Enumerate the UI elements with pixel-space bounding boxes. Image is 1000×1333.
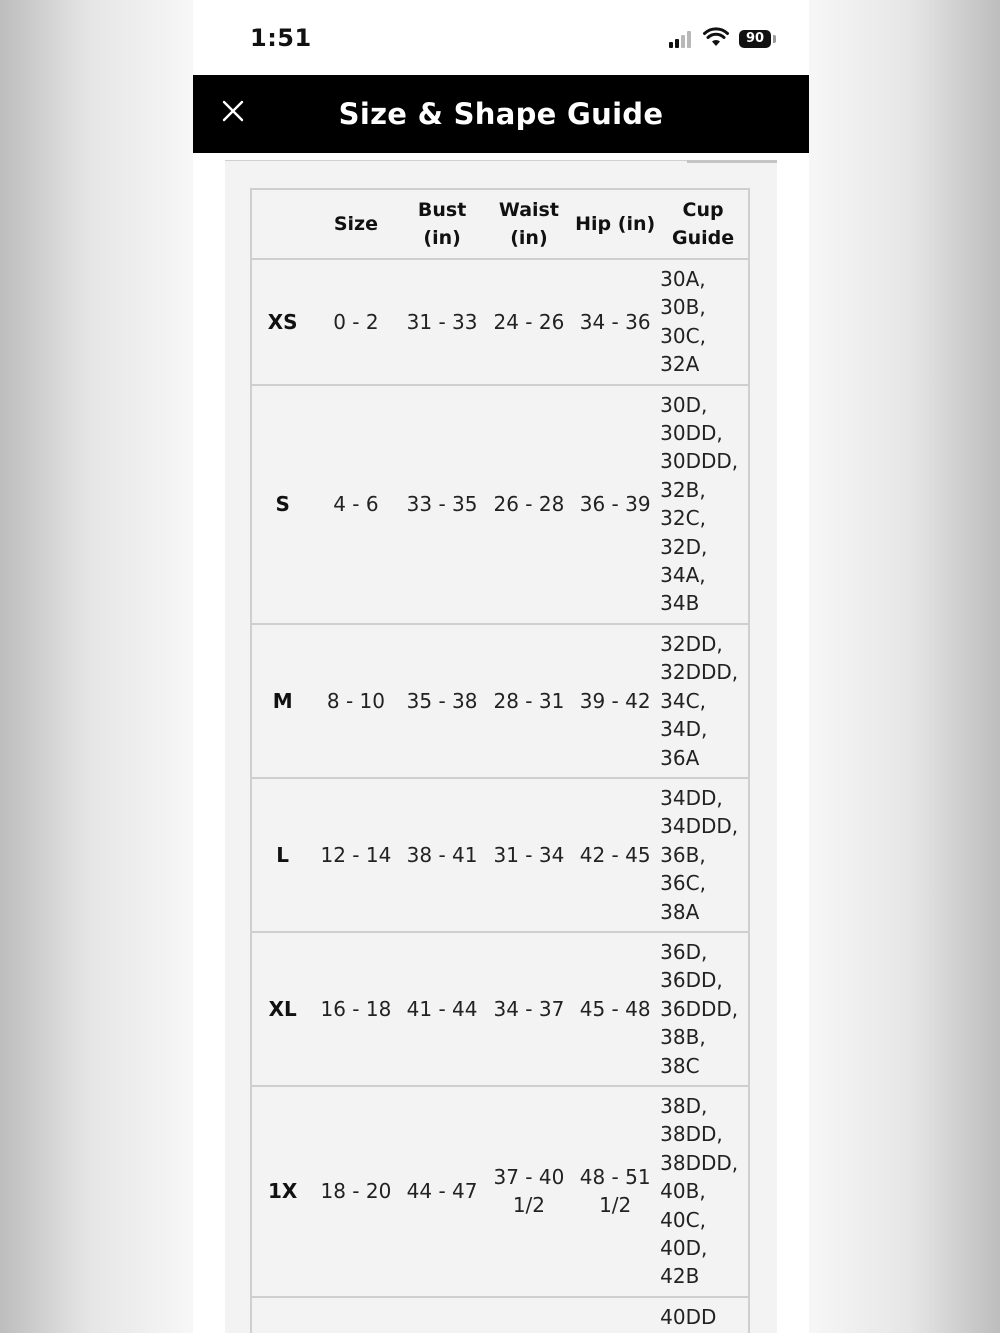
bust-cell: 35 - 38 [399,624,486,778]
waist-cell: 24 - 26 [486,259,572,385]
cup-size-item: 36D, [660,939,708,964]
column-header-size: Size [313,189,398,259]
waist-cell: 26 - 28 [486,385,572,624]
cup-size-item: 30B, [660,295,706,320]
cup-size-item: 38B, [660,1025,706,1050]
cup-size-item: 34B [660,591,700,616]
cup-size-item: 32DDD, [660,660,739,685]
cup-size-item: 32A [660,352,700,377]
cup-size-item: 36C, [660,871,706,896]
cellular-signal-icon [669,30,695,48]
size-label-cell: L [251,778,313,932]
hip-cell: 42 - 45 [572,778,658,932]
size-range-cell: 18 - 20 [313,1086,398,1297]
page-title: Size & Shape Guide [338,97,664,131]
cup-guide-cell [658,385,749,624]
cup-size-item: 38A [660,899,700,924]
bust-cell: 33 - 35 [399,385,486,624]
size-guide-content[interactable] [225,160,777,1333]
waist-cell: 37 - 40 1/2 [486,1086,572,1297]
cup-size-item: 34DD, [660,785,723,810]
cup-size-item: 32DD, [660,631,723,656]
size-chart-table [250,188,750,1333]
cup-size-item: 32B, [660,477,706,502]
hip-cell: 39 - 42 [572,624,658,778]
table-row [251,1086,749,1297]
waist-cell [486,1297,572,1333]
size-label-cell [251,1297,313,1333]
table-row [251,1297,749,1333]
hip-cell: 45 - 48 [572,932,658,1086]
size-label-cell: 1X [251,1086,313,1297]
size-label-cell: M [251,624,313,778]
cup-size-item: 40DD [660,1304,717,1329]
size-range-cell: 8 - 10 [313,624,398,778]
cup-size-item: 38C [660,1053,700,1078]
bust-cell: 38 - 41 [399,778,486,932]
cup-guide-cell [658,932,749,1086]
bust-cell: 31 - 33 [399,259,486,385]
table-row [251,778,749,932]
size-label-cell: S [251,385,313,624]
cup-size-item: 30C, [660,323,706,348]
cup-guide-cell [658,778,749,932]
cup-size-item: 32C, [660,506,706,531]
status-bar [193,0,809,75]
bust-cell: 41 - 44 [399,932,486,1086]
waist-cell: 31 - 34 [486,778,572,932]
battery-icon: 90 [739,30,771,48]
size-range-cell [313,1297,398,1333]
table-row [251,259,749,385]
column-header-hip: Hip (in) [572,189,658,259]
size-range-cell: 12 - 14 [313,778,398,932]
cup-size-item: 34A, [660,563,706,588]
cup-size-item: 30DDD, [660,449,739,474]
column-header-blank [251,189,313,259]
waist-cell: 28 - 31 [486,624,572,778]
cup-size-item: 38DD, [660,1122,723,1147]
cup-guide-cell [658,1297,749,1333]
wifi-icon [703,27,729,47]
bust-cell: 44 - 47 [399,1086,486,1297]
hip-cell: 48 - 51 1/2 [572,1086,658,1297]
bust-cell [399,1297,486,1333]
cup-size-item: 36B, [660,842,706,867]
cup-guide-cell [658,624,749,778]
cup-size-item: 38D, [660,1093,708,1118]
battery-tip [773,35,776,43]
waist-cell: 34 - 37 [486,932,572,1086]
table-row [251,624,749,778]
column-header-cup-guide: Cup Guide [658,189,749,259]
cup-size-item: 40C, [660,1207,706,1232]
table-row [251,385,749,624]
cup-size-item: 30A, [660,267,706,291]
cup-guide-cell [658,1086,749,1297]
size-range-cell: 16 - 18 [313,932,398,1086]
cup-size-item: 34C, [660,688,706,713]
column-header-bust: Bust (in) [399,189,486,259]
cup-size-item: 40B, [660,1179,706,1204]
cup-size-item: 30DD, [660,421,723,446]
status-time: 1:51 [250,24,312,52]
cup-size-item: 40D, [660,1236,708,1260]
hip-cell: 34 - 36 [572,259,658,385]
size-range-cell: 0 - 2 [313,259,398,385]
cup-size-item: 34D, [660,717,708,742]
cup-size-item: 34DDD, [660,814,739,839]
cup-size-item: 36DDD, [660,996,739,1021]
table-row [251,932,749,1086]
close-icon[interactable] [217,95,249,127]
cup-size-item: 38DDD, [660,1150,739,1175]
size-label-cell: XS [251,259,313,385]
size-label-cell: XL [251,932,313,1086]
cup-size-item: 36DD, [660,968,723,993]
modal-header [193,75,809,153]
hip-cell [572,1297,658,1333]
horizontal-scroll-thumb[interactable] [687,160,777,163]
size-range-cell: 4 - 6 [313,385,398,624]
cup-size-item: 30D, [660,392,708,417]
table-body [251,259,749,1333]
cup-size-item: 36A [660,745,700,770]
cup-size-item: 42B [660,1264,700,1289]
hip-cell: 36 - 39 [572,385,658,624]
table-header-row [251,189,749,259]
cup-guide-cell [658,259,749,385]
phone-screen [193,0,809,1333]
column-header-waist: Waist (in) [486,189,572,259]
cup-size-item: 32D, [660,534,708,559]
